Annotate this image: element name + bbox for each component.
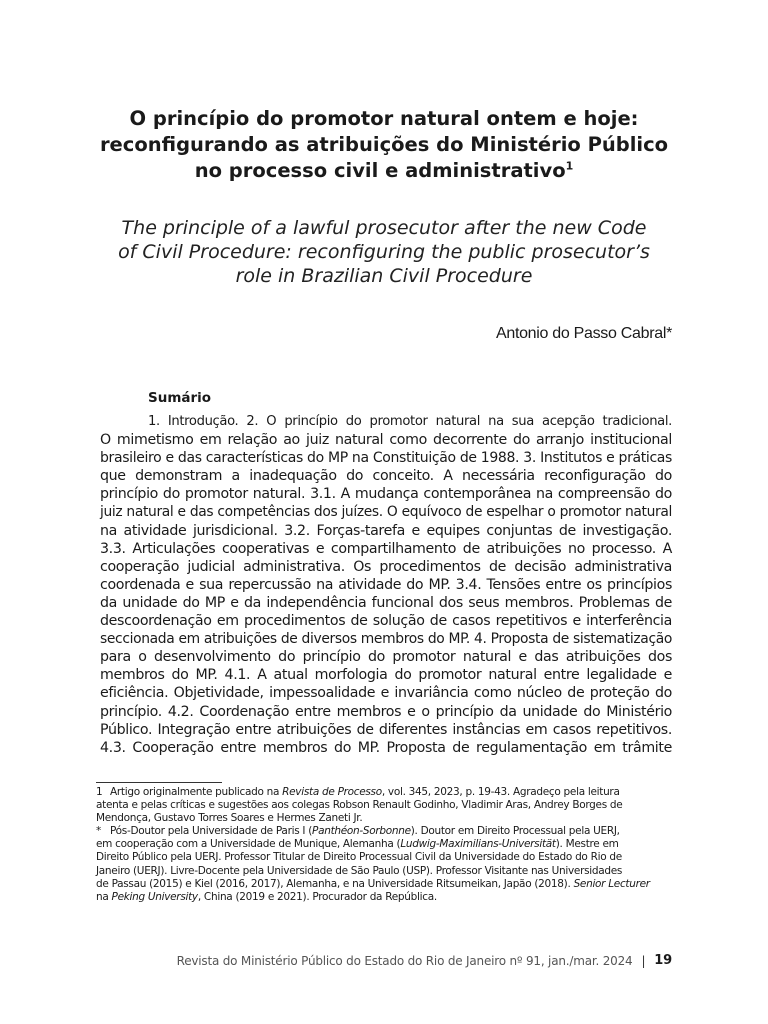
summary-line: juiz natural e das competências dos juízes. O equívoco de espelhar o promotor natural bbox=[100, 504, 672, 521]
summary-line: princípio do promotor natural. 3.1. A mudança contemporânea na compreensão do bbox=[100, 486, 672, 503]
subtitle-line: role in Brazilian Civil Procedure bbox=[235, 265, 533, 287]
summary-line: 3.3. Articulações cooperativas e compartilhamento de atribuições no processo. A bbox=[100, 540, 672, 557]
footnote-line bbox=[96, 865, 672, 878]
footnote-line bbox=[96, 838, 672, 851]
footnote-line bbox=[96, 878, 672, 891]
article-subtitle-english bbox=[40, 216, 728, 288]
summary-line: cooperação judicial administrativa. Os procedimentos de decisão administrativa bbox=[100, 558, 672, 575]
summary-line: brasileiro e das características do MP na Constituição de 1988. 3. Institutos e práticas bbox=[100, 450, 672, 467]
footnote-line bbox=[96, 851, 672, 864]
footnote-text: , vol. 345, 2023, p. 19-43. Agradeço pela leitura bbox=[381, 786, 620, 798]
summary-line: descoordenação em procedimentos de solução de casos repetitivos e interferência bbox=[100, 613, 672, 630]
footnote-text: , China (2019 e 2021). Procurador da República. bbox=[197, 890, 437, 903]
footnote-italic-text: Ludwig-Maximilians-Universität bbox=[400, 838, 556, 851]
footnote-italic-text: Senior Lecturer bbox=[573, 877, 650, 890]
footnote-text: Janeiro (UERJ). Livre-Docente pela Universidade de São Paulo (USP). Professor Visitante nas Universidades bbox=[96, 864, 623, 877]
summary-line: coordenada e sua repercussão na atividade do MP. 3.4. Tensões entre os princípios bbox=[100, 576, 672, 593]
subtitle-line: The principle of a lawful prosecutor after the new Code bbox=[121, 217, 647, 239]
footnote-italic-text: Peking University bbox=[111, 890, 198, 903]
article-title bbox=[40, 106, 728, 184]
title-line: O princípio do promotor natural ontem e hoje: bbox=[129, 107, 639, 130]
summary-line: que demonstram a inadequação do conceito. A necessária reconfiguração do bbox=[100, 468, 672, 485]
footnote-text: ). Doutor em Direito Processual pela UERJ, bbox=[410, 825, 620, 838]
journal-citation: Revista do Ministério Público do Estado do Rio de Janeiro nº 91, jan./mar. 2024 bbox=[176, 953, 633, 968]
footnote-text: Mendonça, Gustavo Torres Soares e Hermes Zaneti Jr. bbox=[96, 812, 363, 825]
footnote-line bbox=[96, 825, 672, 838]
footnote-text: Artigo originalmente publicado na bbox=[110, 786, 283, 798]
footnote-mark: 1 bbox=[96, 786, 103, 798]
summary-line: Público. Integração entre atribuições de diferentes instâncias em casos repetitivos. bbox=[100, 721, 672, 738]
summary-line: seccionada em atribuições de diversos membros do MP. 4. Proposta de sistematização bbox=[100, 631, 672, 648]
summary-body bbox=[100, 413, 672, 757]
footnotes bbox=[96, 786, 672, 904]
page-footer bbox=[177, 953, 672, 968]
summary-line: 4.3. Cooperação entre membros do MP. Proposta de regulamentação em trâmite bbox=[100, 739, 672, 756]
footnote-divider bbox=[96, 782, 222, 783]
footnote-text: ). Mestre em bbox=[555, 838, 619, 851]
footnote-line bbox=[96, 891, 672, 904]
page-number: 19 bbox=[654, 953, 672, 968]
footnote-text: Direito Público pela UERJ. Professor Titular de Direito Processual Civil da Universidade do Estado do Rio de bbox=[96, 851, 622, 864]
footnote-italic-text: Revista de Processo bbox=[282, 786, 382, 798]
summary-line: para o desenvolvimento do princípio do promotor natural e das atribuições dos bbox=[100, 649, 672, 666]
title-line-text: no processo civil e administrativo bbox=[194, 159, 566, 182]
footnote-text: em cooperação com a Universidade de Munique, Alemanha ( bbox=[96, 838, 401, 851]
title-line: reconfigurando as atribuições do Ministério Público bbox=[99, 133, 669, 156]
footnote-text: na bbox=[96, 890, 112, 903]
author-name: Antonio do Passo Cabral* bbox=[495, 325, 672, 342]
footnote-line bbox=[96, 812, 672, 825]
summary-heading: Sumário bbox=[148, 390, 212, 406]
summary-line: O mimetismo em relação ao juiz natural como decorrente do arranjo institucional bbox=[100, 432, 672, 449]
footnote-line bbox=[96, 786, 672, 799]
title-line bbox=[40, 158, 728, 184]
footnote-line bbox=[96, 799, 672, 812]
footnote-italic-text: Panthéon-Sorbonne bbox=[312, 825, 411, 838]
footer-separator: | bbox=[641, 953, 646, 968]
footnote-text: Pós-Doutor pela Universidade de Paris I ( bbox=[110, 825, 313, 838]
summary-line: princípio. 4.2. Coordenação entre membros e o princípio da unidade do Ministério bbox=[100, 703, 672, 720]
subtitle-line: of Civil Procedure: reconfiguring the public prosecutor’s bbox=[118, 241, 650, 263]
footnote-text: de Passau (2015) e Kiel (2016, 2017), Alemanha, e na Universidade Ritsumeikan, Japão (2018). bbox=[96, 877, 574, 890]
summary-line: eficiência. Objetividade, impessoalidade e invariância como núcleo de proteção do bbox=[100, 685, 672, 702]
footnote-mark: * bbox=[96, 825, 101, 838]
summary-line: 1. Introdução. 2. O princípio do promotor natural na sua acepção tradicional. bbox=[148, 414, 672, 429]
summary-line: na atividade jurisdicional. 3.2. Forças-tarefa e equipes conjuntas de investigação. bbox=[100, 522, 672, 539]
title-footnote-ref: 1 bbox=[565, 159, 574, 173]
summary-line: membros do MP. 4.1. A atual morfologia do promotor natural entre legalidade e bbox=[100, 667, 672, 684]
summary-line: da unidade do MP e da independência funcional dos seus membros. Problemas de bbox=[100, 594, 672, 611]
footnote-text: atenta e pelas críticas e sugestões aos colegas Robson Renault Godinho, Vladimir Aras, Andrey Borges de bbox=[96, 799, 623, 812]
